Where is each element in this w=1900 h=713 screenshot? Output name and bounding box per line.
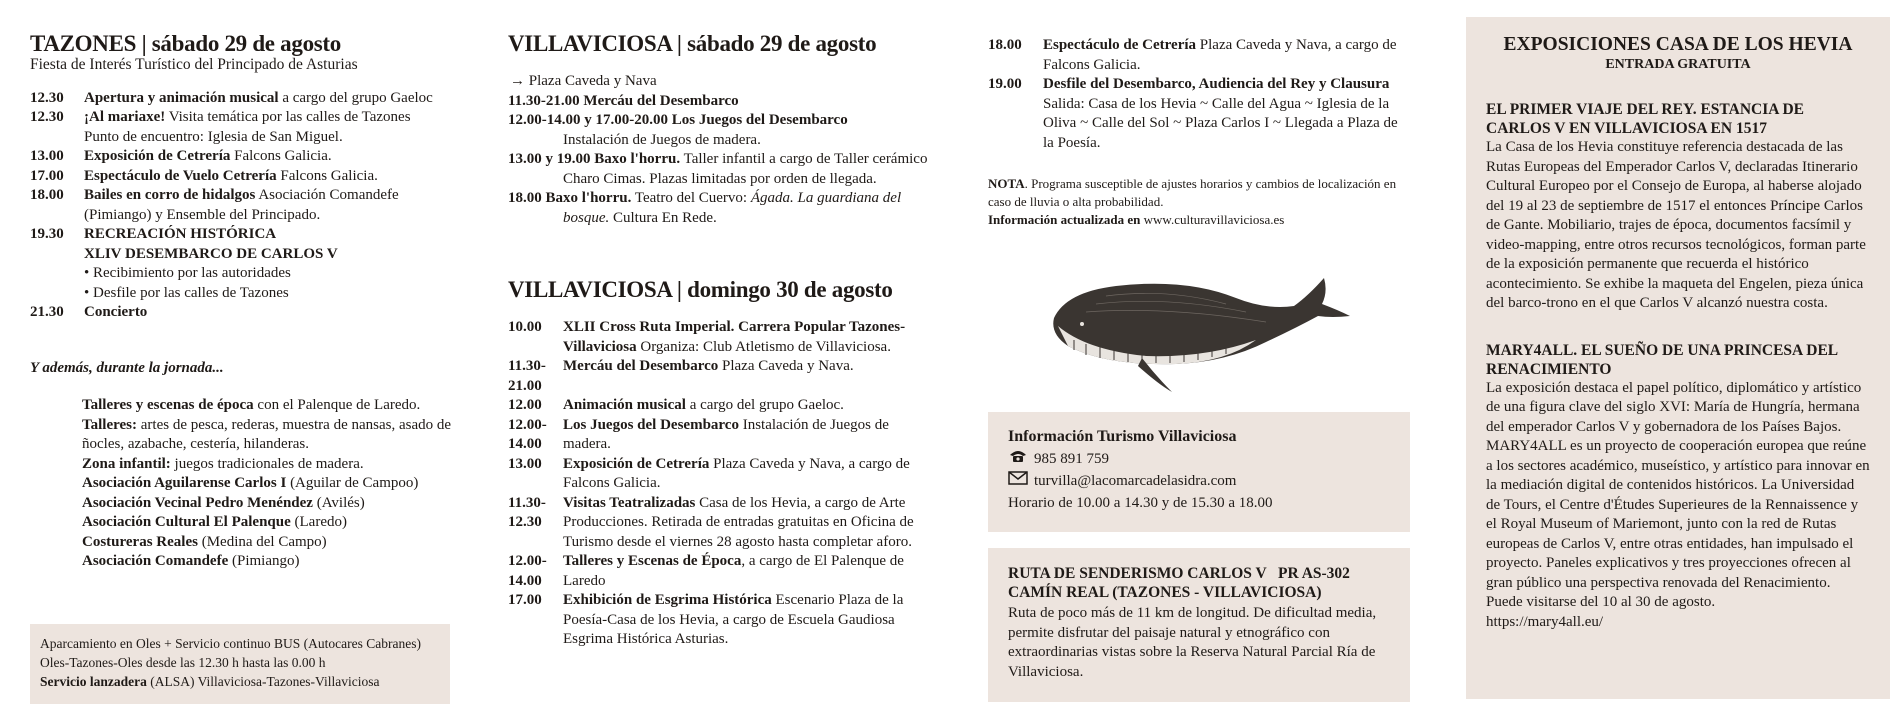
ademas-item	[82, 416, 462, 455]
tazones-schedule	[30, 89, 450, 323]
event-time: 13.00	[508, 455, 542, 472]
event-title: Exhibición de Esgrima Histórica	[563, 592, 772, 608]
event-row	[508, 189, 938, 228]
event-description	[1043, 36, 1410, 75]
phone-icon	[1008, 448, 1034, 470]
event-bullet: • Desfile por las calles de Tazones	[84, 284, 289, 301]
event-row	[508, 591, 938, 650]
expo-section-2-text-2: MARY4ALL es un proyecto de cooperación europea que reúne a los sectores académico, museístico, y artístico para innovar en la mediación digital de contenidos históricos. La Universidad de Tours, el Centre d'Études Superieures de la Rennaissence y el Royal Museum of Mariemont, junto con la red de Rutas europeas de Carlos V, entre otras entidades, han impulsado el proyecto. Paneles explicativos y tres proyecciones ofrecen al gran público una perspectiva renovada del Renacimiento. Puede visitarse del 10 al 30 de agosto.	[1486, 438, 1870, 610]
event-title: Bailes en corro de hidalgos	[84, 187, 256, 203]
event-row	[30, 167, 450, 187]
event-time: 17.00	[508, 592, 542, 608]
info-line: Información actualizada en www.culturavillaviciosa.es	[988, 212, 1285, 227]
ademas-item	[82, 513, 462, 533]
turismo-email-row	[1008, 470, 1390, 492]
event-detail: Plaza Caveda y Nava, a cargo de Falcons Galicia.	[563, 455, 910, 491]
event-title: Los Juegos del Desembarco	[671, 112, 848, 128]
saturday-schedule	[508, 92, 938, 229]
event-title: Talleres y Escenas de Época	[563, 553, 742, 569]
event-row	[30, 186, 450, 225]
parking-line-3: Servicio lanzadera (ALSA) Villaviciosa-Tazones-Villaviciosa	[40, 674, 380, 689]
event-description	[84, 89, 450, 109]
event-row	[508, 92, 938, 112]
event-time: 19.00	[988, 76, 1022, 92]
turismo-title: Información Turismo Villaviciosa	[1008, 428, 1237, 445]
event-description	[563, 455, 938, 494]
tazones-subtitle: Fiesta de Interés Turístico del Principado de Asturias	[30, 56, 358, 73]
parking-line-1: Aparcamiento en Oles + Servicio continuo BUS (Autocares Cabranes)	[40, 636, 422, 651]
event-detail-2: Cultura En Rede.	[609, 209, 717, 226]
event-detail: Visita temática por las calles de Tazones	[165, 109, 411, 125]
event-time: 19.30	[30, 226, 64, 242]
event-time: 17.00	[30, 167, 64, 184]
event-title: Concierto	[84, 304, 148, 320]
event-time: 11.30-21.00	[508, 92, 580, 109]
expo-section-1-title: EL PRIMER VIAJE DEL REY. ESTANCIA DE CARLOS V EN VILLAVICIOSA EN 1517	[1486, 101, 1804, 137]
event-description	[563, 494, 938, 553]
event-title-2: XLIV DESEMBARCO DE CARLOS V	[84, 245, 338, 262]
turismo-hours: Horario de 10.00 a 14.30 y de 15.30 a 18.00	[1008, 495, 1273, 511]
event-time: 18.00	[988, 37, 1022, 53]
event-title: Desfile del Desembarco, Audiencia del Rey y Clausura	[1043, 76, 1390, 92]
ademas-item	[82, 455, 462, 475]
expo-subtitle: ENTRADA GRATUITA	[1605, 57, 1751, 72]
nota: NOTA. Programa susceptible de ajustes horarios y cambios de localización en caso de lluvia o alta probabilidad.	[988, 176, 1397, 209]
event-detail: Organiza: Club Atletismo de Villaviciosa.	[636, 338, 891, 355]
event-detail: Plaza Caveda y Nava, a cargo de Falcons Galicia.	[1043, 37, 1397, 73]
closing-schedule	[988, 36, 1410, 153]
event-description	[563, 318, 938, 357]
column-exposiciones	[1466, 17, 1890, 699]
column-tazones	[30, 0, 452, 689]
event-title: Visitas Teatralizadas	[563, 494, 696, 511]
ademas-label: Asociación Cultural El Palenque	[82, 514, 291, 530]
event-row	[508, 494, 938, 553]
event-detail: Asociación Comandefe (Pimiango) y Ensemble del Principado.	[84, 187, 399, 223]
event-title: Mercáu del Desembarco	[583, 92, 739, 109]
column-closing	[988, 0, 1410, 680]
ademas-item	[82, 474, 462, 494]
event-time: 12.00-14.00	[508, 416, 547, 452]
event-detail: Falcons Galicia.	[276, 167, 378, 184]
event-title: Apertura y animación musical	[84, 89, 279, 106]
event-time: 18.00	[30, 187, 64, 203]
event-time: 12.30	[30, 109, 64, 125]
event-row	[508, 357, 938, 396]
event-detail: Falcons Galicia.	[230, 148, 332, 164]
event-title: Animación musical	[563, 397, 686, 413]
event-description	[84, 186, 450, 225]
ademas-detail: con el Palenque de Laredo.	[253, 397, 421, 413]
sunday-schedule	[508, 318, 938, 650]
ruta-text: Ruta de poco más de 11 km de longitud. De dificultad media, permite disfrutar del paisaje natural y etnográfico con extraordinarias vistas sobre la Reserva Natural Parcial Ría de Villaviciosa.	[1008, 605, 1377, 680]
event-row	[508, 111, 938, 150]
event-row	[508, 455, 938, 494]
ademas-label: Zona infantil:	[82, 455, 171, 472]
event-description	[84, 167, 450, 187]
event-extra: Punto de encuentro: Iglesia de San Miguel.	[84, 128, 343, 145]
event-title: RECREACIÓN HISTÓRICA	[84, 226, 277, 242]
ademas-detail: (Laredo)	[290, 514, 347, 530]
ademas-detail: (Avilés)	[312, 494, 365, 511]
ademas-item	[82, 494, 462, 514]
ruta-title-1: RUTA DE SENDERISMO CARLOS V PR AS-302	[1008, 565, 1350, 582]
ademas-detail: (Aguilar de Campoo)	[286, 475, 419, 491]
event-description	[84, 147, 450, 167]
event-title: Baxo l'horru.	[594, 151, 681, 167]
sunday-title: VILLAVICIOSA | domingo 30 de agosto	[508, 277, 893, 302]
turismo-phone: 985 891 759	[1034, 451, 1109, 467]
event-title: Los Juegos del Desembarco	[563, 416, 739, 433]
ademas-label: Talleres:	[82, 416, 137, 433]
event-row	[508, 150, 938, 189]
event-row	[30, 303, 450, 323]
event-detail: Escenario Plaza de la Poesía-Casa de los Hevia, a cargo de Escuela Gaudiosa Esgrima Histórica Asturias.	[563, 592, 904, 647]
ademas-label: Talleres y escenas de época	[82, 397, 254, 413]
event-detail: Instalación de Juegos de madera.	[563, 416, 889, 452]
event-description	[84, 108, 450, 147]
event-detail: Taller infantil a cargo de Taller cerámico Charo Cimas. Plazas limitadas por orden de llegada.	[563, 151, 928, 187]
event-row	[30, 108, 450, 147]
event-detail: a cargo del grupo Gaeloc.	[685, 397, 844, 413]
event-row	[988, 36, 1410, 75]
expo-link[interactable]: https://mary4all.eu/	[1486, 613, 1604, 630]
event-row	[988, 75, 1410, 153]
event-title: Exposición de Cetrería	[84, 148, 231, 164]
ademas-detail: (Medina del Campo)	[197, 533, 327, 550]
tazones-title: TAZONES | sábado 29 de agosto	[30, 31, 341, 56]
saturday-title: VILLAVICIOSA | sábado 29 de agosto	[508, 31, 877, 56]
event-description	[563, 357, 938, 396]
location-line: → Plaza Caveda y Nava	[510, 73, 657, 89]
event-title: ¡Al mariaxe!	[84, 109, 166, 125]
event-row	[30, 225, 450, 303]
event-time: 12.00-14.00 y 17.00-20.00	[508, 112, 668, 128]
ruta-box	[988, 548, 1410, 702]
event-row	[30, 147, 450, 167]
parking-box	[30, 624, 450, 704]
ademas-detail: juegos tradicionales de madera.	[170, 455, 364, 472]
whale-illustration	[1046, 266, 1356, 396]
ademas-item	[82, 552, 462, 572]
event-time: 11.30-12.30	[508, 494, 546, 530]
event-row	[508, 552, 938, 591]
event-extra: Instalación de Juegos de madera.	[563, 131, 761, 148]
event-time: 12.00	[508, 397, 542, 413]
expo-section-2-title: MARY4ALL. EL SUEÑO DE UNA PRINCESA DEL RENACIMIENTO	[1486, 341, 1838, 378]
parking-line-2: Oles-Tazones-Oles desde las 12.30 h hasta las 0.00 h	[40, 655, 326, 670]
ademas-item	[82, 396, 462, 416]
ademas-item	[82, 533, 462, 553]
event-description	[1043, 75, 1410, 153]
ademas-label: Costureras Reales	[82, 533, 198, 550]
event-row	[508, 416, 938, 455]
mail-icon	[1008, 470, 1034, 492]
event-bullet: • Recibimiento por las autoridades	[84, 265, 291, 281]
event-row	[508, 396, 938, 416]
event-row	[30, 89, 450, 109]
event-time: 11.30-21.00	[508, 358, 546, 394]
event-extra: Salida: Casa de los Hevia ~ Calle del Agua ~ Iglesia de la Oliva ~ Calle del Sol ~ Plaza Carlos I ~ Llegada a Plaza de la Poesía.	[1043, 95, 1398, 151]
expo-title: EXPOSICIONES CASA DE LOS HEVIA	[1503, 34, 1853, 55]
event-time: 13.00	[30, 148, 64, 164]
ademas-list	[82, 396, 462, 572]
event-title: Espectáculo de Vuelo Cetrería	[84, 167, 277, 184]
turismo-phone-row	[1008, 448, 1390, 470]
event-title: Mercáu del Desembarco	[563, 358, 719, 374]
event-time: 18.00	[508, 190, 542, 206]
event-title: XLII Cross Ruta Imperial. Carrera Popular Tazones-Villaviciosa	[563, 319, 906, 355]
event-time: 12.30	[30, 89, 64, 106]
ademas-label: Asociación Comandefe	[82, 553, 229, 569]
event-detail: , a cargo de El Palenque de Laredo	[563, 553, 904, 589]
event-italic: Ágada. La guardiana del bosque.	[563, 190, 902, 226]
ademas-detail: (Pimiango)	[228, 553, 300, 569]
ademas-title: Y además, durante la jornada...	[30, 359, 224, 376]
event-title: Espectáculo de Cetrería	[1043, 37, 1197, 53]
event-detail: Teatro del Cuervo:	[631, 190, 751, 206]
event-detail: a cargo del grupo Gaeloc	[278, 89, 433, 106]
event-detail: Plaza Caveda y Nava.	[718, 358, 854, 374]
event-description	[563, 416, 938, 455]
event-description	[563, 591, 938, 650]
event-row	[508, 318, 938, 357]
event-description	[563, 396, 938, 416]
expo-section-2-text-1: La exposición destaca el papel político, diplomático y artístico de una figura clave del siglo XVI: María de Hungría, hermana del emperador Carlos V y gobernadora de los Países Bajos.	[1486, 379, 1862, 435]
ademas-detail: artes de pesca, rederas, muestra de nansas, asado de ñocles, azabache, cestería, hilanderas.	[82, 416, 452, 452]
event-time: 10.00	[508, 319, 542, 335]
column-villaviciosa	[508, 0, 938, 650]
event-title: Exposición de Cetrería	[563, 455, 710, 472]
event-detail: Casa de los Hevia, a cargo de Arte Producciones. Retirada de entradas gratuitas en Oficina de Turismo desde el viernes 28 agosto hasta completar aforo.	[563, 494, 914, 550]
turismo-box	[988, 412, 1410, 532]
ademas-label: Asociación Vecinal Pedro Menéndez	[82, 494, 313, 511]
ruta-title-2: CAMÍN REAL (TAZONES - VILLAVICIOSA)	[1008, 584, 1322, 601]
turismo-email[interactable]: turvilla@lacomarcadelasidra.com	[1034, 473, 1237, 489]
expo-section-1-text: La Casa de los Hevia constituye referencia destacada de las Rutas Europeas del Emperador Carlos V, declaradas Itinerario Cultural Europeo por el Consejo de Europa, al haberse alojado del 19 al 23 de septiembre de 1517 el entonces Príncipe Carlos de Gante. Mobiliario, trajes de época, documentos facsímil y video-mapping, entre otros recursos tecnológicos, forman parte de la exposición permanente que recuerda el histórico acontecimiento. Se exhibe la maqueta del Engelen, pieza única del barco-trono en el que Carlos V alcanzó nuestra costa.	[1486, 139, 1866, 311]
event-time: 12.00-14.00	[508, 553, 547, 589]
event-description	[563, 552, 938, 591]
event-title: Baxo l'horru.	[545, 190, 632, 206]
event-description	[84, 303, 450, 323]
event-time: 13.00 y 19.00	[508, 151, 591, 167]
event-description	[84, 225, 450, 303]
event-time: 21.30	[30, 304, 64, 320]
ademas-label: Asociación Aguilarense Carlos I	[82, 475, 287, 491]
